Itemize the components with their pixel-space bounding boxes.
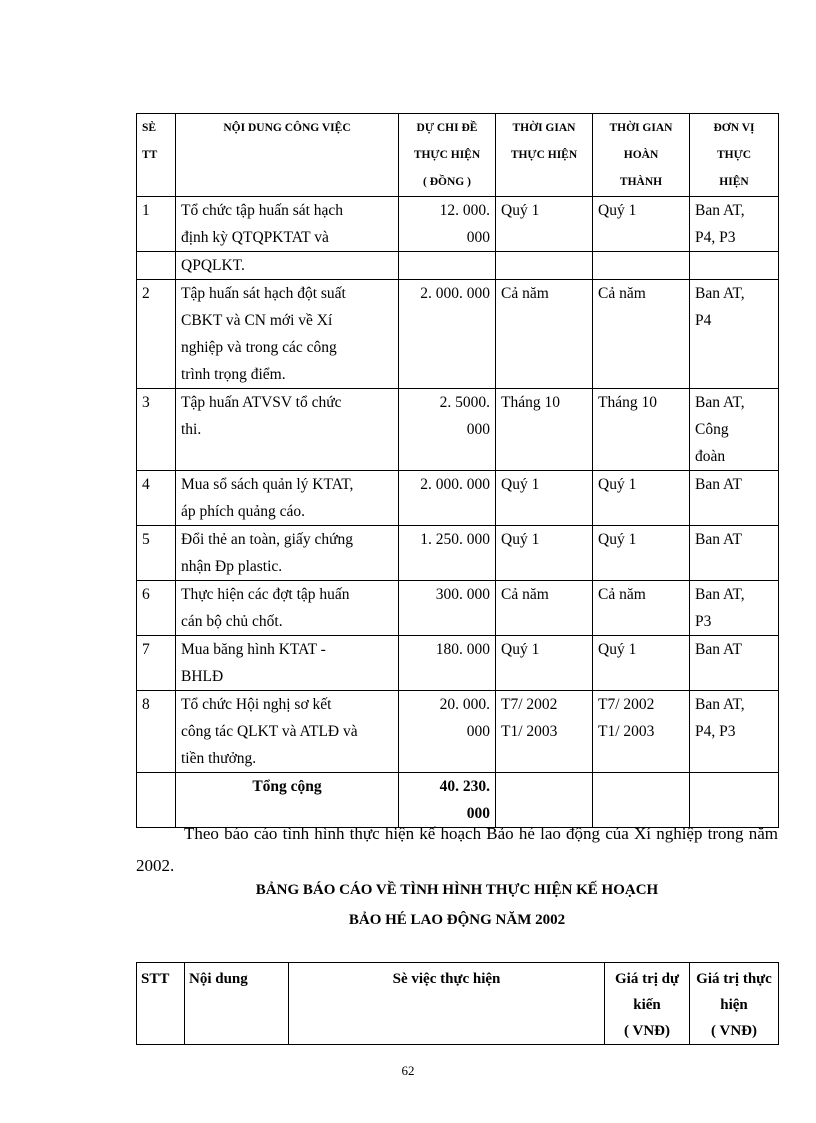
budget-value-line: 000 — [466, 229, 490, 246]
responsible-unit — [690, 636, 779, 691]
safety-report-table — [136, 962, 779, 1045]
report-heading-line-2: BẢO HÉ LAO ĐỘNG NĂM 2002 — [348, 912, 566, 928]
task-content-line: Đổi thẻ an toàn, giấy chứng — [181, 531, 353, 548]
column-header-line: ĐƠN VỊ — [713, 122, 755, 134]
column-header-line: Giá trị dự — [615, 971, 679, 987]
responsible-unit-line: P4 — [695, 312, 712, 329]
table-header-row — [137, 114, 779, 197]
table-row — [137, 471, 779, 526]
responsible-unit-line: Ban AT — [695, 531, 742, 548]
column-header-line: TT — [142, 149, 158, 161]
column-header-line: Giá trị thực — [696, 971, 772, 987]
task-content-line: định kỳ QTQPKTAT và — [181, 229, 329, 246]
implementation-time — [496, 691, 593, 773]
column-header-line: Sè việc thực hiện — [392, 971, 501, 987]
task-content-line: Thực hiện các đợt tập huấn — [181, 586, 350, 603]
completion-time — [593, 526, 690, 581]
table-row — [137, 389, 779, 471]
total-value-line: 40. 230. — [439, 778, 490, 795]
column-header-line: HIỆN — [719, 176, 749, 188]
responsible-unit — [690, 691, 779, 773]
task-content — [176, 471, 399, 526]
implementation-time-line: T1/ 2003 — [501, 723, 558, 740]
table-row — [137, 280, 779, 389]
implementation-time-line: Tháng 10 — [501, 394, 560, 411]
task-content-line: CBKT và CN mới về Xí — [181, 312, 333, 329]
budget-value — [399, 581, 496, 636]
task-content-line: Mua sổ sách quản lý KTAT, — [181, 476, 354, 493]
task-content — [176, 389, 399, 471]
budget-value-line: 2. 5000. — [439, 394, 490, 411]
column-header-line: ( ĐỒNG ) — [423, 176, 471, 188]
implementation-time — [496, 252, 593, 280]
row-number — [137, 252, 176, 280]
task-content-line: QPQLKT. — [181, 257, 245, 274]
task-content-line: tiền thưởng. — [181, 750, 257, 767]
column-header-line: NỘI DUNG CÔNG VIỆC — [223, 122, 351, 134]
completion-time — [593, 197, 690, 252]
task-content-line: Tổ chức Hội nghị sơ kết — [181, 696, 332, 713]
completion-time-line: Quý 1 — [598, 476, 637, 493]
column-header — [593, 114, 690, 197]
task-content-line: nhận Đp plastic. — [181, 558, 283, 575]
table-row — [137, 197, 779, 252]
responsible-unit — [690, 280, 779, 389]
table-row — [137, 636, 779, 691]
budget-value — [399, 691, 496, 773]
budget-value-line: 000 — [466, 723, 490, 740]
budget-value-line: 12. 000. — [439, 202, 490, 219]
budget-value — [399, 526, 496, 581]
column-header-line: HOÀN — [623, 149, 659, 161]
completion-time — [593, 280, 690, 389]
responsible-unit — [690, 389, 779, 471]
implementation-time-line: Cả năm — [501, 586, 549, 603]
budget-value — [399, 197, 496, 252]
safety-plan-table — [136, 113, 779, 828]
implementation-time-line: Quý 1 — [501, 641, 540, 658]
page-number: 62 — [401, 1063, 415, 1078]
column-header-line: THỰC HIỆN — [510, 149, 578, 161]
intro-paragraph: Theo báo cáo tình hình thực hiện kế hoạch Bảo hé lao động của Xí nghiệp trong năm 2002. — [136, 824, 778, 875]
responsible-unit-line: Ban AT, — [695, 394, 745, 411]
implementation-time — [496, 581, 593, 636]
responsible-unit-line: Ban AT, — [695, 696, 745, 713]
task-content-line: công tác QLKT và ATLĐ và — [181, 723, 358, 740]
table-header-row — [137, 963, 779, 1045]
implementation-time — [496, 471, 593, 526]
task-content — [176, 197, 399, 252]
responsible-unit-line: P3 — [695, 613, 712, 630]
task-content — [176, 252, 399, 280]
implementation-time — [496, 197, 593, 252]
budget-value — [399, 280, 496, 389]
task-content-line: Tập huấn ATVSV tổ chức — [181, 394, 342, 411]
column-header — [289, 963, 605, 1045]
completion-time-line: Quý 1 — [598, 531, 637, 548]
column-header-line: THỰC HIỆN — [413, 149, 481, 161]
responsible-unit-line: Công — [695, 421, 729, 438]
completion-time-line: Quý 1 — [598, 641, 637, 658]
row-number: 2 — [137, 280, 176, 389]
implementation-time-line: Quý 1 — [501, 531, 540, 548]
column-header — [176, 114, 399, 197]
implementation-time — [496, 280, 593, 389]
budget-value-line: 20. 000. — [439, 696, 490, 713]
completion-time — [593, 581, 690, 636]
task-content-line: cán bộ chủ chốt. — [181, 613, 283, 630]
total-label: Tổng cộng — [176, 773, 399, 828]
row-number: 8 — [137, 691, 176, 773]
column-header-line: SÈ — [142, 122, 157, 134]
task-content — [176, 280, 399, 389]
task-content-line: Tập huấn sát hạch đột suất — [181, 285, 346, 302]
responsible-unit — [690, 197, 779, 252]
responsible-unit-line: Ban AT, — [695, 285, 745, 302]
column-header-line: Nội dung — [189, 971, 248, 987]
task-content-line: áp phích quảng cáo. — [181, 503, 305, 520]
budget-value-line: 2. 000. 000 — [420, 285, 490, 302]
column-header — [496, 114, 593, 197]
task-content-line: BHLĐ — [181, 668, 224, 685]
budget-value-line: 180. 000 — [435, 641, 490, 658]
column-header-line: STT — [141, 971, 170, 987]
report-heading-line-1: BẢNG BÁO CÁO VỀ TÌNH HÌNH THỰC HIỆN KẾ HOẠCH — [255, 882, 659, 898]
row-number: 7 — [137, 636, 176, 691]
table-row — [137, 581, 779, 636]
column-header-line: THỜI GIAN — [609, 122, 673, 134]
column-header-line: THỜI GIAN — [512, 122, 576, 134]
budget-value-line: 300. 000 — [435, 586, 490, 603]
row-number: 5 — [137, 526, 176, 581]
column-header — [137, 963, 185, 1045]
task-content — [176, 691, 399, 773]
completion-time-line: Quý 1 — [598, 202, 637, 219]
budget-value-line: 1. 250. 000 — [420, 531, 490, 548]
responsible-unit-line: P4, P3 — [695, 229, 736, 246]
task-content-line: Tổ chức tập huấn sát hạch — [181, 202, 344, 219]
column-header — [185, 963, 289, 1045]
completion-time-line: T1/ 2003 — [598, 723, 655, 740]
implementation-time-line: Cả năm — [501, 285, 549, 302]
column-header — [690, 114, 779, 197]
row-number: 1 — [137, 197, 176, 252]
row-number: 4 — [137, 471, 176, 526]
responsible-unit-line: đoàn — [695, 448, 726, 465]
column-header-line: DỰ CHI ĐỀ — [416, 122, 478, 134]
budget-value — [399, 471, 496, 526]
column-header — [690, 963, 779, 1045]
row-number: 3 — [137, 389, 176, 471]
task-content-line: thi. — [181, 421, 202, 438]
table-row — [137, 526, 779, 581]
column-header — [137, 114, 176, 197]
budget-value — [399, 636, 496, 691]
column-header-line: THỰC — [716, 149, 752, 161]
column-header-line: kiến — [633, 997, 661, 1013]
task-content-line: nghiệp và trong các công — [181, 339, 337, 356]
implementation-time — [496, 389, 593, 471]
column-header-line: ( VNĐ) — [624, 1023, 670, 1039]
task-content — [176, 581, 399, 636]
responsible-unit — [690, 471, 779, 526]
total-value-line: 000 — [466, 805, 490, 822]
budget-value-line: 000 — [466, 421, 490, 438]
column-header-line: THÀNH — [619, 176, 663, 188]
column-header-line: hiện — [720, 997, 748, 1013]
completion-time — [593, 252, 690, 280]
implementation-time-line: T7/ 2002 — [501, 696, 558, 713]
completion-time — [593, 636, 690, 691]
completion-time-line: T7/ 2002 — [598, 696, 655, 713]
table-row — [137, 691, 779, 773]
column-header — [399, 114, 496, 197]
responsible-unit — [690, 526, 779, 581]
implementation-time-line: Quý 1 — [501, 202, 540, 219]
task-content-line: trình trọng điểm. — [181, 366, 286, 383]
responsible-unit-line: Ban AT, — [695, 586, 745, 603]
table-row — [137, 252, 779, 280]
column-header — [605, 963, 690, 1045]
responsible-unit — [690, 581, 779, 636]
responsible-unit-line: Ban AT — [695, 476, 742, 493]
implementation-time — [496, 526, 593, 581]
row-number: 6 — [137, 581, 176, 636]
completion-time — [593, 389, 690, 471]
responsible-unit-line: Ban AT, — [695, 202, 745, 219]
completion-time — [593, 691, 690, 773]
column-header-line: ( VNĐ) — [711, 1023, 757, 1039]
implementation-time-line: Quý 1 — [501, 476, 540, 493]
completion-time-line: Cả năm — [598, 285, 646, 302]
completion-time — [593, 471, 690, 526]
responsible-unit-line: P4, P3 — [695, 723, 736, 740]
responsible-unit-line: Ban AT — [695, 641, 742, 658]
task-content — [176, 526, 399, 581]
completion-time-line: Cả năm — [598, 586, 646, 603]
budget-value — [399, 389, 496, 471]
responsible-unit — [690, 252, 779, 280]
task-content-line: Mua băng hình KTAT - — [181, 641, 326, 658]
implementation-time — [496, 636, 593, 691]
budget-value — [399, 252, 496, 280]
budget-value-line: 2. 000. 000 — [420, 476, 490, 493]
task-content — [176, 636, 399, 691]
completion-time-line: Tháng 10 — [598, 394, 657, 411]
